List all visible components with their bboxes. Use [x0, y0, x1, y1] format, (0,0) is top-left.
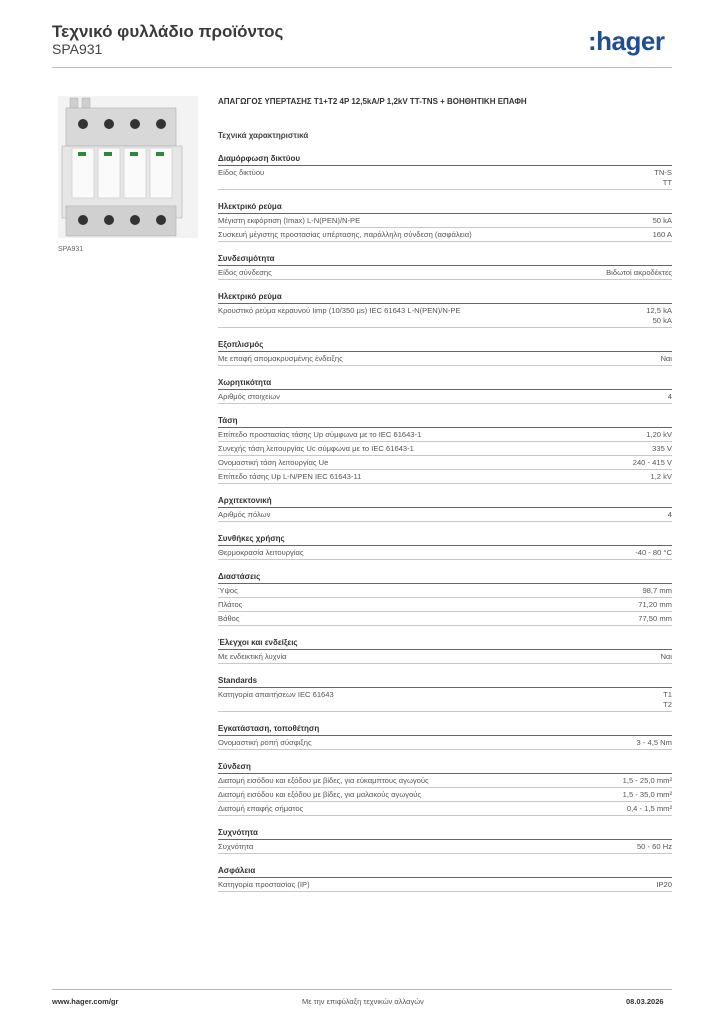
spec-value-line: 12,5 kA	[646, 306, 672, 315]
section-title: Εξοπλισμός	[218, 340, 672, 352]
spec-section	[218, 378, 672, 404]
spec-row	[218, 598, 672, 612]
spec-section	[218, 828, 672, 854]
spec-row	[218, 166, 672, 190]
spec-row	[218, 788, 672, 802]
spec-label: Συνεχής τάση λειτουργίας Uc σύμφωνα με το IEC 61643-1	[218, 444, 414, 453]
footer-divider	[52, 989, 672, 990]
spec-row	[218, 228, 672, 242]
spec-value	[642, 586, 672, 596]
spec-label: Κατηγορία απαιτήσεων IEC 61643	[218, 690, 334, 699]
spec-section	[218, 202, 672, 242]
spec-section	[218, 416, 672, 484]
spec-value-line: Βιδωτοί ακροδέκτες	[606, 268, 672, 277]
spec-value-line: 1,2 kV	[650, 472, 672, 481]
spec-value-line: TT	[662, 178, 672, 187]
spec-label: Διατομή εισόδου και εξόδου με βίδες, για εύκαμπτους αγωγούς	[218, 776, 429, 785]
spec-label: Διατομή επαφής σήματος	[218, 804, 304, 813]
spec-value-line: T2	[663, 700, 672, 709]
spec-label: Βάθος	[218, 614, 240, 623]
spec-value-line: 50 - 60 Hz	[636, 842, 672, 851]
section-title: Ηλεκτρικό ρεύμα	[218, 202, 672, 214]
spec-row	[218, 840, 672, 854]
spec-label: Κρουστικό ρεύμα κεραυνού Iimp (10/350 μs) IEC 61643 L-N(PEN)/N-PE	[218, 306, 461, 315]
spec-value-line: 1,5 - 35,0 mm²	[622, 790, 672, 799]
section-title: Έλεγχοι και ενδείξεις	[218, 638, 672, 650]
image-caption: SPA931	[58, 246, 84, 253]
spec-label: Ονομαστική ροπή σύσφιξης	[218, 738, 312, 747]
spec-value-line: Ναι	[660, 354, 672, 363]
header-divider	[52, 67, 672, 68]
spec-row	[218, 612, 672, 626]
spec-section	[218, 724, 672, 750]
product-code: SPA931	[52, 41, 103, 57]
spec-value	[653, 230, 672, 240]
spec-label: Με επαφή απομακρυσμένης ένδειξης	[218, 354, 343, 363]
spec-value	[646, 306, 672, 326]
spec-label: Ύψος	[218, 586, 238, 595]
footer-date: 08.03.2026	[626, 997, 664, 1006]
section-title: Ηλεκτρικό ρεύμα	[218, 292, 672, 304]
spec-label: Είδος σύνδεσης	[218, 268, 272, 277]
section-title: Εγκατάσταση, τοποθέτηση	[218, 724, 672, 736]
spec-section	[218, 572, 672, 626]
spec-label: Επίπεδο προστασίας τάσης Up σύμφωνα με το IEC 61643-1	[218, 430, 422, 439]
spec-value	[668, 392, 672, 402]
spec-label: Αριθμός πόλων	[218, 510, 271, 519]
spec-section	[218, 638, 672, 664]
spec-label: Μέγιστη εκφόρτιση (Imax) L-N(PEN)/N-PE	[218, 216, 361, 225]
spec-section	[218, 496, 672, 522]
spec-row	[218, 878, 672, 892]
spec-value	[637, 738, 672, 748]
spec-row	[218, 584, 672, 598]
spec-label: Κατηγορία προστασίας (IP)	[218, 880, 310, 889]
spec-label: Ονομαστική τάση λειτουργίας Ue	[218, 458, 329, 467]
spec-sections	[218, 154, 672, 892]
spec-row	[218, 266, 672, 280]
spec-section	[218, 254, 672, 280]
spec-value-line: T1	[663, 690, 672, 699]
section-title: Χωρητικότητα	[218, 378, 672, 390]
spec-row	[218, 390, 672, 404]
spec-row	[218, 774, 672, 788]
spec-value	[623, 776, 672, 786]
spec-row	[218, 442, 672, 456]
spec-value	[637, 842, 672, 852]
spec-value-line: 77,50 mm	[638, 614, 672, 623]
spec-value-line: IP20	[656, 880, 672, 889]
spec-value	[638, 614, 672, 624]
section-title: Διαστάσεις	[218, 572, 672, 584]
spec-value-line: 71,20 mm	[638, 600, 672, 609]
spec-value-line: 335 V	[652, 444, 672, 453]
spec-value	[656, 880, 672, 890]
spec-value	[627, 804, 672, 814]
spec-value-line: 3 - 4,5 Nm	[636, 738, 672, 747]
spec-value	[660, 652, 672, 662]
spec-section	[218, 534, 672, 560]
spec-row	[218, 304, 672, 328]
spec-value-line: -40 - 80 °C	[635, 548, 672, 557]
tech-heading: Τεχνικά χαρακτηριστικά	[218, 131, 309, 140]
spec-value	[650, 472, 672, 482]
section-title: Τάση	[218, 416, 672, 428]
footer-url: www.hager.com/gr	[52, 997, 119, 1006]
spec-value	[663, 690, 672, 710]
spec-row	[218, 214, 672, 228]
footer-note: Με την επιφύλαξη τεχνικών αλλαγών	[302, 997, 424, 1006]
spec-label: Επίπεδο τάσης Up L-N/PEN IEC 61643-11	[218, 472, 362, 481]
section-title: Συνδεσιμότητα	[218, 254, 672, 266]
section-title: Σύνδεση	[218, 762, 672, 774]
spec-label: Συσκευή μέγιστης προστασίας υπέρτασης, παράλληλη σύνδεση (ασφάλεια)	[218, 230, 472, 239]
spec-label: Διατομή εισόδου και εξόδου με βίδες, για μαλακούς αγωγούς	[218, 790, 422, 799]
spec-row	[218, 802, 672, 816]
spec-value-line: 1,20 kV	[646, 430, 672, 439]
spec-label: Θερμοκρασία λειτουργίας	[218, 548, 304, 557]
spec-value	[638, 600, 672, 610]
spec-value	[668, 510, 672, 520]
spec-value	[653, 216, 672, 226]
spec-value	[660, 354, 672, 364]
hager-logo: :hager	[588, 26, 665, 56]
product-title: ΑΠΑΓΩΓΟΣ ΥΠΕΡΤΑΣΗΣ T1+T2 4P 12,5kA/P 1,2kV TT-TNS + ΒΟΗΘΗΤΙΚΗ ΕΠΑΦΗ	[218, 97, 527, 106]
spec-content	[218, 96, 672, 892]
spec-row	[218, 352, 672, 366]
spec-label: Αριθμός στοιχείων	[218, 392, 280, 401]
spec-value-line: Ναι	[660, 652, 672, 661]
spec-value-line: 50 kA	[652, 316, 672, 325]
product-image	[58, 96, 198, 238]
section-title: Συχνότητα	[218, 828, 672, 840]
spec-value-line: 98,7 mm	[642, 586, 672, 595]
spec-value-line: 4	[667, 510, 672, 519]
spec-row	[218, 470, 672, 484]
spec-value-line: TN-S	[654, 168, 672, 177]
spec-section	[218, 292, 672, 328]
spec-section	[218, 154, 672, 190]
spec-value	[635, 548, 672, 558]
spec-value-line: 50 kA	[652, 216, 672, 225]
spec-value	[633, 458, 672, 468]
spec-value	[606, 268, 672, 278]
spec-section	[218, 340, 672, 366]
spec-section	[218, 676, 672, 712]
document-title: Τεχνικό φυλλάδιο προϊόντος	[52, 22, 284, 41]
spec-section	[218, 866, 672, 892]
spec-value	[623, 790, 672, 800]
section-title: Standards	[218, 676, 672, 688]
spec-row	[218, 508, 672, 522]
spec-value	[654, 168, 672, 188]
spec-value-line: 1,5 - 25,0 mm²	[622, 776, 672, 785]
section-title: Συνθήκες χρήσης	[218, 534, 672, 546]
spec-value-line: 4	[667, 392, 672, 401]
section-title: Ασφάλεια	[218, 866, 672, 878]
spec-row	[218, 688, 672, 712]
section-title: Διαμόρφωση δικτύου	[218, 154, 672, 166]
spec-value-line: 160 A	[652, 230, 672, 239]
spec-label: Είδος δικτύου	[218, 168, 265, 177]
spec-value-line: 240 - 415 V	[632, 458, 672, 467]
spec-section	[218, 762, 672, 816]
spec-value-line: 0,4 - 1,5 mm²	[626, 804, 672, 813]
spec-value	[646, 430, 672, 440]
spec-label: Με ενδεικτική λυχνία	[218, 652, 287, 661]
spec-row	[218, 736, 672, 750]
spec-row	[218, 650, 672, 664]
spec-value	[652, 444, 672, 454]
spec-row	[218, 546, 672, 560]
spec-label: Πλάτος	[218, 600, 243, 609]
spec-row	[218, 428, 672, 442]
spec-row	[218, 456, 672, 470]
spec-label: Συχνότητα	[218, 842, 254, 851]
section-title: Αρχιτεκτονική	[218, 496, 672, 508]
